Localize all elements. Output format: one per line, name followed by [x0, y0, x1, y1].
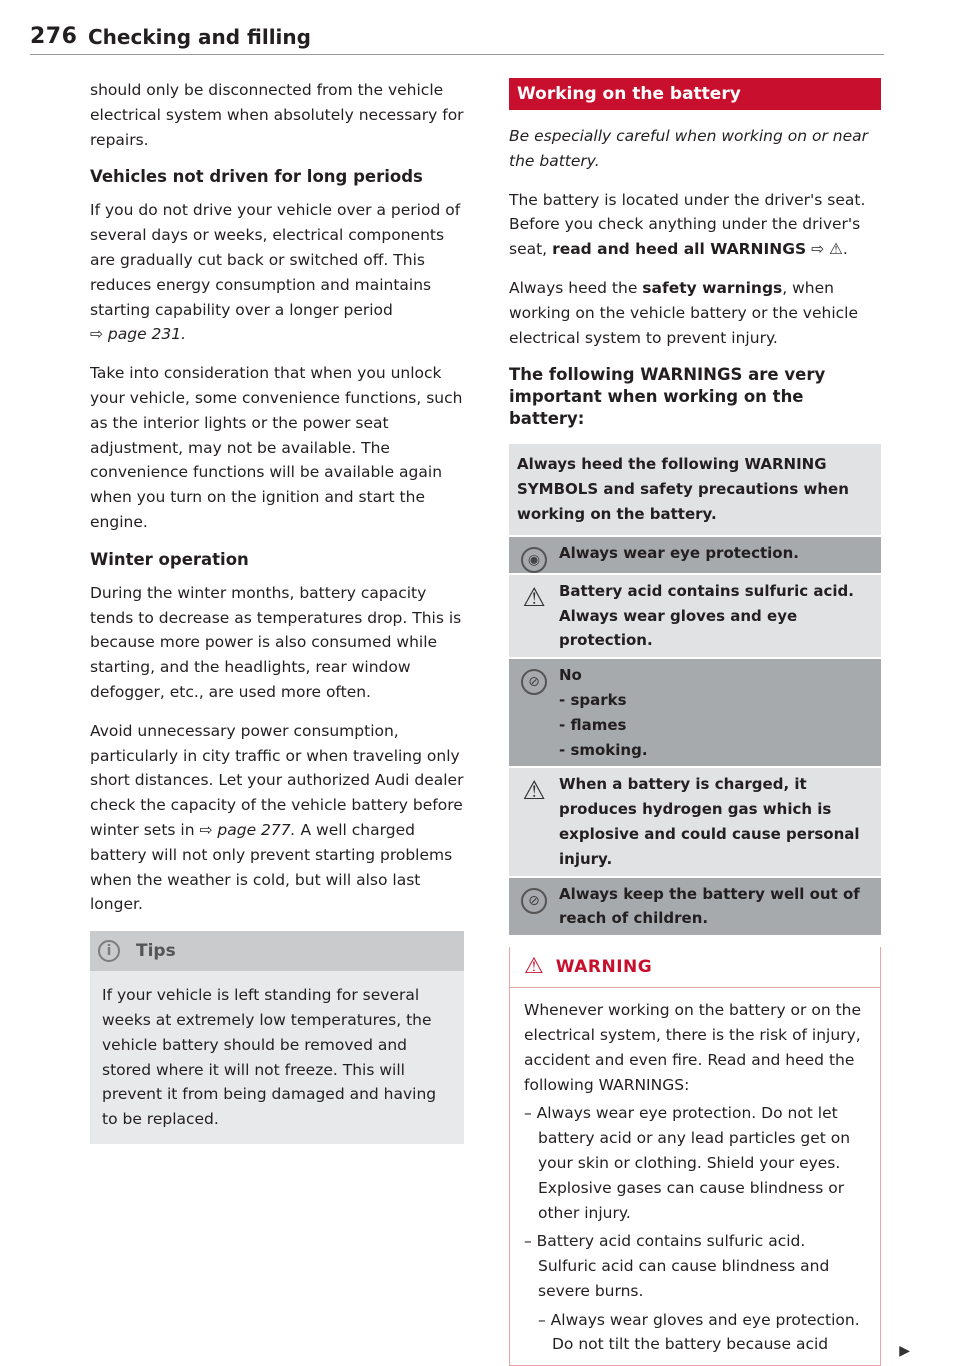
- keep-children-away-icon: ⊘: [521, 888, 547, 914]
- table-row: ⊘ No - sparks - flames - smoking.: [509, 657, 881, 766]
- acid-warning-icon: ⚠: [522, 582, 546, 613]
- tips-header: [90, 931, 464, 971]
- left-column: [90, 78, 464, 1144]
- info-icon: i: [98, 940, 120, 962]
- warning-ref-link[interactable]: ⇨ ⚠.: [811, 240, 848, 259]
- warning-symbols-table: [509, 444, 881, 935]
- warning-intro: Whenever working on the battery or on the electrical system, there is the risk of injury, accident and even fire. Read and heed the following WARNINGS:: [524, 1001, 862, 1094]
- winter-paragraph-1: During the winter months, battery capacity tends to decrease as temperatures drop. This is because more power is also consumed while starting, and the headlights, rear window defogger, etc., are used more often.: [90, 583, 462, 701]
- eye-protection-icon: ◉: [521, 547, 547, 573]
- section-banner: Working on the battery: [509, 78, 881, 110]
- page-ref-link[interactable]: ⇨ page 277.: [199, 820, 296, 839]
- table-row: ⚠ Battery acid contains sulfuric acid. Always wear gloves and eye protection.: [509, 573, 881, 657]
- table-row: ⚠ When a battery is charged, it produces hydrogen gas which is explosive and could cause personal injury.: [509, 766, 881, 875]
- battery-location-paragraph: The battery is located under the driver's seat. Before you check anything under the driver's seat, read and heed all WARNINGS ⇨ ⚠.: [509, 190, 866, 259]
- page-number: 276: [30, 24, 78, 49]
- warning-title: WARNING: [555, 957, 653, 978]
- table-header: Always heed the following WARNING SYMBOLS and safety precautions when working on the battery.: [509, 444, 881, 534]
- tips-box: [90, 931, 464, 1144]
- warning-header: [510, 947, 880, 988]
- consider-paragraph: Take into consideration that when you unlock your vehicle, some convenience functions, such as the interior lights or the power seat adjustment, may not be available. The convenience functions will be available again when you turn on the ignition and start the engine.: [90, 364, 463, 531]
- list-item: – Battery acid contains sulfuric acid. Sulfuric acid can cause blindness and severe burns.: [524, 1232, 830, 1300]
- heading-long-periods: Vehicles not driven for long periods: [90, 167, 423, 187]
- page-ref-link[interactable]: ⇨ page 231.: [90, 325, 187, 344]
- table-row: ⊘ Always keep the battery well out of reach of children.: [509, 876, 881, 936]
- heading-following-warnings: The following WARNINGS are very important when working on the battery:: [509, 365, 826, 429]
- list-item: – Always wear gloves and eye protection. Do not tilt the battery because acid: [538, 1310, 860, 1354]
- warning-box: [509, 947, 910, 1366]
- tips-text: If your vehicle is left standing for several weeks at extremely low temperatures, the vehicle battery should be removed and stored where it will not freeze. This will prevent it from being damaged and having to be replaced.: [102, 986, 437, 1129]
- right-column: [509, 78, 910, 1366]
- explosive-gas-icon: ⚠: [522, 776, 546, 807]
- continued-arrow-icon: ▶: [899, 1343, 910, 1360]
- page-header: [30, 24, 884, 55]
- table-row: ◉ Always wear eye protection.: [509, 535, 881, 573]
- section-subtitle: Be especially careful when working on or near the battery.: [509, 127, 869, 170]
- heading-winter: Winter operation: [90, 549, 249, 569]
- winter-paragraph-2: Avoid unnecessary power consumption, particularly in city traffic or when traveling only short distances. Let your authorized Audi dealer check the capacity of the vehicle battery before winter sets in ⇨ page 277. A well charged battery will not only prevent starting problems when the weather is cold, but will also last longer.: [90, 721, 464, 914]
- no-fire-icon: ⊘: [521, 669, 547, 695]
- list-item: – Always wear eye protection. Do not let battery acid or any lead particles get on your skin or clothing. Shield your eyes. Explosive gases can cause blindness or other injury.: [524, 1104, 851, 1222]
- long-periods-paragraph: If you do not drive your vehicle over a period of several days or weeks, electrical components are gradually cut back or switched off. This reduces energy consumption and maintains starting capability over a longer period ⇨ page 231.: [90, 201, 461, 344]
- warning-triangle-icon: ⚠: [524, 954, 544, 980]
- safety-paragraph: Always heed the safety warnings, when working on the vehicle battery or the vehicle electrical system to prevent injury.: [509, 278, 858, 347]
- section-title: Checking and filling: [88, 25, 311, 49]
- intro-paragraph: should only be disconnected from the vehicle electrical system when absolutely necessary for repairs.: [90, 81, 464, 149]
- warning-list: [524, 1101, 866, 1357]
- tips-title: Tips: [136, 941, 176, 962]
